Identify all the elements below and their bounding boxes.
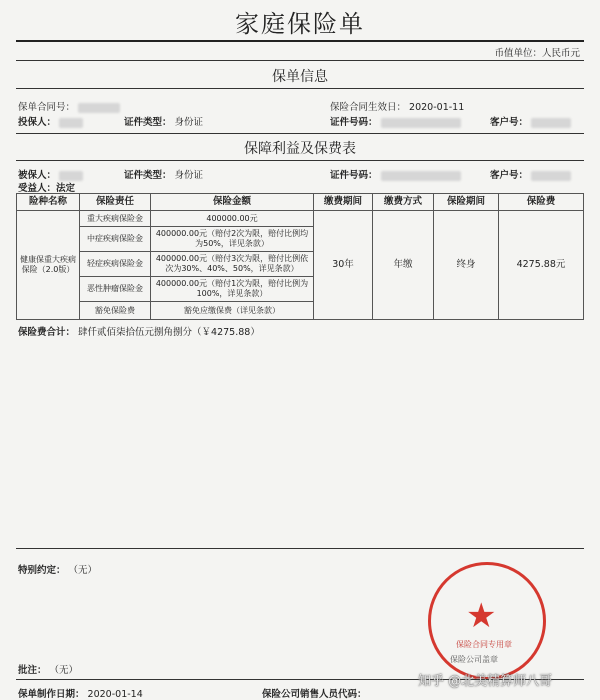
made-date-row (18, 686, 143, 700)
duty-cell: 豁免保险费 (80, 302, 151, 320)
total-premium-row (18, 324, 260, 338)
watermark: 知乎 @北美精算师八哥 (418, 674, 553, 689)
special-divider (16, 548, 584, 549)
currency-divider (16, 60, 584, 61)
header-coverage-period: 保险期间 (434, 194, 499, 211)
applicant-row (18, 114, 83, 128)
insured-row (18, 167, 83, 181)
note-value: （无） (49, 665, 79, 676)
amount-cell: 400000.00元（赔付3次为限，赔付比例依次为30%、40%、50%，详见条款） (151, 252, 314, 277)
special-agreement-value: （无） (68, 565, 98, 576)
seal-text: 保险合同专用章 (456, 640, 512, 649)
seal-star-icon: ★ (466, 596, 497, 636)
applicant-id-no-row (330, 114, 461, 128)
duty-cell: 中症疾病保险金 (80, 227, 151, 252)
insured-id-type-row (124, 167, 203, 181)
redacted-contract-no (78, 103, 120, 113)
header-pay-method: 缴费方式 (373, 194, 434, 211)
insured-client-no-row (490, 167, 571, 181)
beneficiary: 受益人：法定 (18, 183, 76, 194)
made-date-label: 保单制作日期： (18, 689, 85, 700)
seal-caption: 保险公司盖章 (450, 655, 498, 664)
pay-method: 年缴 (373, 211, 434, 320)
policy-info-divider (16, 88, 584, 89)
amount-cell: 400000.00元（赔付2次为限，赔付比例均为50%，详见条款） (151, 227, 314, 252)
coverage-table (16, 193, 584, 320)
premium: 4275.88元 (499, 211, 584, 320)
note-label: 批注： (18, 665, 47, 676)
contract-no-label: 保单合同号： (18, 102, 76, 113)
redacted-insured (59, 171, 83, 181)
coverage-period: 终身 (434, 211, 499, 320)
applicant-client-no-label: 客户号： (490, 117, 529, 128)
insured-label: 被保人： (18, 170, 57, 181)
redacted-applicant-id (381, 118, 461, 128)
applicant-id-type-row (124, 114, 203, 128)
contract-no-row (18, 99, 120, 113)
amount-cell: 400000.00元 (151, 211, 314, 227)
redacted-insured-client-no (531, 171, 571, 181)
effective-date-label: 保险合同生效日： (330, 102, 407, 113)
special-agreement-label: 特别约定： (18, 565, 66, 576)
pay-period: 30年 (314, 211, 373, 320)
applicant-id-type-value: 身份证 (174, 117, 204, 128)
header-premium: 保险费 (499, 194, 584, 211)
redacted-insured-id (381, 171, 461, 181)
document-title: 家庭保险单 (235, 10, 365, 38)
duty-cell: 恶性肿瘤保险金 (80, 277, 151, 302)
benefit-top-divider (16, 133, 584, 134)
sales-code-row (262, 686, 367, 700)
title-divider (16, 40, 584, 42)
insured-id-type-label: 证件类型： (124, 170, 172, 181)
amount-cell: 豁免应缴保费（详见条款） (151, 302, 314, 320)
redacted-applicant-client-no (531, 118, 571, 128)
special-agreement-row (18, 562, 97, 576)
applicant-client-no-row (490, 114, 571, 128)
table-row (17, 211, 584, 227)
duty-cell: 重大疾病保险金 (80, 211, 151, 227)
header-pay-period: 缴费期间 (314, 194, 373, 211)
product-name: 健康保重大疾病保险（2.0版） (17, 211, 80, 320)
table-header-row (17, 194, 584, 211)
total-premium-label: 保险费合计： (18, 327, 76, 338)
header-amount: 保险金额 (151, 194, 314, 211)
made-date-value: 2020-01-14 (87, 689, 143, 700)
applicant-id-type-label: 证件类型： (124, 117, 172, 128)
note-row (18, 662, 78, 676)
applicant-id-no-label: 证件号码： (330, 117, 378, 128)
benefit-heading: 保障利益及保费表 (244, 141, 356, 157)
benefit-divider (16, 160, 584, 161)
total-premium-value: 肆仟贰佰柒拾伍元捌角捌分（￥4275.88） (78, 327, 260, 338)
insured-client-no-label: 客户号： (490, 170, 529, 181)
amount-cell: 400000.00元（赔付1次为限，赔付比例为100%，详见条款） (151, 277, 314, 302)
redacted-applicant (59, 118, 83, 128)
effective-date-value: 2020-01-11 (409, 102, 465, 113)
header-product: 险种名称 (17, 194, 80, 211)
effective-date-row (330, 99, 464, 113)
insured-id-no-row (330, 167, 461, 181)
policy-info-heading: 保单信息 (272, 69, 328, 85)
insured-id-no-label: 证件号码： (330, 170, 378, 181)
applicant-label: 投保人： (18, 117, 57, 128)
header-duty: 保险责任 (80, 194, 151, 211)
sales-code-label: 保险公司销售人员代码： (262, 689, 367, 700)
duty-cell: 轻症疾病保险金 (80, 252, 151, 277)
currency-unit: 币值单位：人民币元 (494, 48, 580, 59)
insured-id-type-value: 身份证 (174, 170, 204, 181)
